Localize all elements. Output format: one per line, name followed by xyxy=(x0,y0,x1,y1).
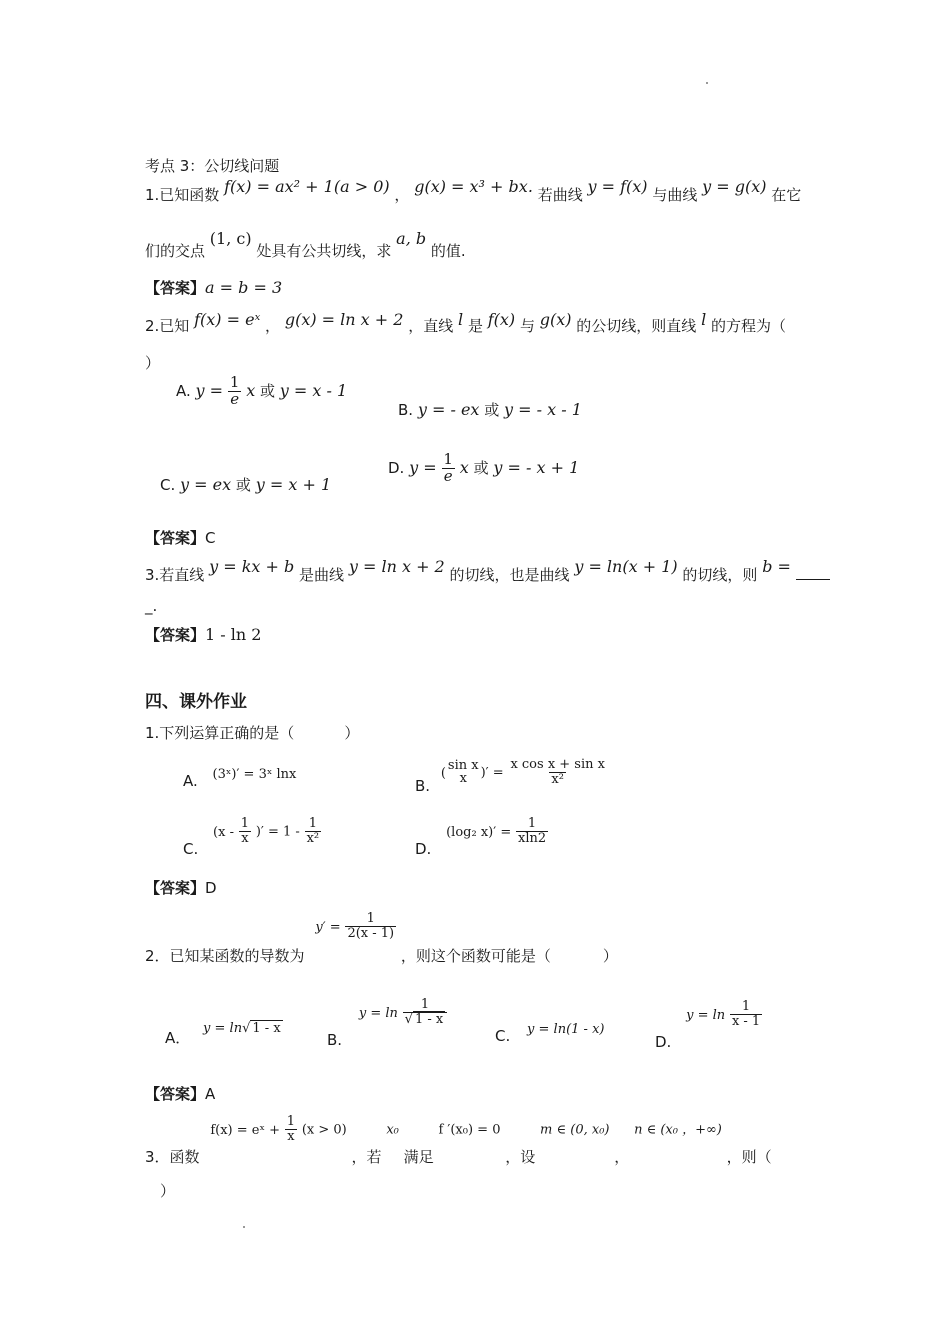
q2-pre: 2.已知 xyxy=(145,317,190,335)
q1-line2-pre: 们的交点 xyxy=(145,242,206,260)
q1-yf: y = f(x) xyxy=(587,177,648,196)
q2-gx: g(x) xyxy=(539,310,572,329)
q2-mid3: 与 xyxy=(519,317,535,335)
answer-label: 【答案】 xyxy=(145,1085,206,1103)
q1-comma: ， xyxy=(394,186,410,204)
q2-option-b xyxy=(398,399,582,420)
option-label: C. xyxy=(160,476,176,494)
section-title: 考点 3：公切线问题 xyxy=(145,157,280,175)
close-paren: ） xyxy=(602,946,618,965)
q1-tail: 在它 xyxy=(771,186,802,204)
q1-pre: 1.已知函数 xyxy=(145,186,220,204)
fraction: $\frac{1}{x - 1}$ xyxy=(731,999,761,1029)
fraction: $\frac{1}{√ 1 - x}$ xyxy=(403,998,448,1026)
option-label: B. xyxy=(327,1030,343,1049)
page-dot xyxy=(243,1226,245,1228)
q3-b: b = xyxy=(762,557,791,576)
answer-value: a = b = 3 xyxy=(205,278,283,297)
q2-l2: l xyxy=(701,310,707,329)
option-label: B. xyxy=(398,401,414,419)
q3-c1: y = ln x + 2 xyxy=(348,557,445,576)
stem-tail: ，则这个函数可能是（ xyxy=(400,946,551,965)
answer-label: 【答案】 xyxy=(145,529,206,547)
stem-text: 3．函数 xyxy=(145,1147,200,1166)
q3-line: y = kx + b xyxy=(209,557,295,576)
option-label: D. xyxy=(655,1032,672,1051)
or-text: 或 xyxy=(473,458,489,477)
section-title: 四、课外作业 xyxy=(145,692,247,712)
option-label: A． xyxy=(165,1029,191,1047)
expr: y = x + 1 xyxy=(255,475,332,494)
q1-ab: a, b xyxy=(396,229,427,248)
hw1-option-c: C. (x - $\frac{1}{x}$ )′ = 1 - $\frac{1}{\text{x²}}$ xyxy=(183,816,320,858)
answer-value: A xyxy=(205,1085,216,1103)
hw3-close: ） xyxy=(160,1182,176,1200)
stem-text: 1.下列运算正确的是（ xyxy=(145,724,295,742)
option-label: C. xyxy=(183,839,199,858)
q2-mid2: 是 xyxy=(467,317,483,335)
q3-mid: 是曲线 xyxy=(299,566,345,584)
q1-line2-mid: 处具有公共切线，求 xyxy=(256,242,392,260)
option-label: D. xyxy=(388,458,405,477)
stem-text: 2．已知某函数的导数为 xyxy=(145,946,305,965)
hw2-option-d: D. y = ln $\frac{1}{x - 1}$ xyxy=(655,999,761,1051)
expr: (3ˣ)′ = 3ˣ lnx xyxy=(212,767,297,782)
hw2-option-c xyxy=(495,1022,605,1045)
q2-mid: ，直线 xyxy=(408,317,454,335)
q1-line1 xyxy=(145,177,802,205)
option-label: B. xyxy=(415,776,431,795)
q2-line1 xyxy=(145,310,786,336)
q1-g-def: g(x) = x³ + bx. xyxy=(414,177,533,196)
answer-label: 【答案】 xyxy=(145,626,206,644)
q1-line2-tail: 的值. xyxy=(430,242,466,260)
answer-label: 【答案】 xyxy=(145,879,206,897)
fraction: $\frac{\text{x cos x + sin x}}{\text{x²}}$ xyxy=(510,757,605,787)
q2-option-a: A. y = $\frac{1}{e}$ x 或 y = x - 1 xyxy=(176,373,348,408)
q3-mid2: 的切线，也是曲线 xyxy=(449,566,570,584)
expr: y = ln(1 - x) xyxy=(527,1022,605,1037)
q3-mid3: 的切线，则 xyxy=(682,566,758,584)
q3-pre: 3.若直线 xyxy=(145,566,205,584)
q1-line2 xyxy=(145,229,466,261)
expr: y = - x + 1 xyxy=(493,457,580,477)
answer-value: C xyxy=(205,529,216,547)
q2-fx: f(x) xyxy=(487,310,516,329)
q1-yg: y = g(x) xyxy=(702,177,767,196)
hw2-stem: 2．已知某函数的导数为 y′ = $\frac{1}{2(x - 1)}$ ，则这个函数可能是（ ） xyxy=(145,911,618,965)
hw1-option-d: D. (log₂ x)′ = $\frac{1}{xln2}$ xyxy=(415,816,547,858)
fraction: $\frac{1}{2(x - 1)}$ xyxy=(347,911,395,941)
expr: y = ex xyxy=(180,475,232,494)
or-text: 或 xyxy=(484,401,500,419)
or-text: 或 xyxy=(260,381,276,400)
or-text: 或 xyxy=(235,476,251,494)
hw3-stem: 3．函数 f(x) = eˣ + $\frac{1}{x}$ (x > 0) ，若 x₀ 满足 f ′(x₀) = 0 ，设 m ∈ (0, x₀) ， n ∈ (x₀ ，+∞) ，则（ xyxy=(145,1114,772,1166)
close-paren: ） xyxy=(344,724,360,742)
hw1-answer xyxy=(145,877,217,898)
q2-f-def: f(x) = eˣ xyxy=(194,310,261,329)
hw1-stem xyxy=(145,722,359,743)
fraction: sin x x xyxy=(447,757,479,787)
hw1-option-b: B. ( sin x x )′ = $\frac{\text{x cos x + sin x}}{\text{x²}}$ xyxy=(415,757,605,795)
q2-answer xyxy=(145,527,216,548)
option-label: C. xyxy=(495,1027,511,1045)
hw1-option-a xyxy=(183,767,297,790)
radicand: 1 - x xyxy=(252,1021,281,1036)
q2-close: ） xyxy=(145,354,161,372)
q3-answer xyxy=(145,624,261,645)
q3-tail: _. xyxy=(145,597,158,615)
answer-value: 1 - ln 2 xyxy=(205,625,262,644)
q2-l: l xyxy=(458,310,464,329)
q1-mid2: 与曲线 xyxy=(652,186,698,204)
expr: y = x - 1 xyxy=(279,380,348,400)
fill-blank xyxy=(796,565,830,580)
q1-f-def: f(x) = ax² + 1(a > 0) xyxy=(224,177,390,196)
q2-comma: ， xyxy=(265,317,281,335)
q3-c2: y = ln(x + 1) xyxy=(574,557,678,576)
q2-option-d: D. y = $\frac{1}{e}$ x 或 y = - x + 1 xyxy=(388,450,580,485)
fraction: $\frac{1}{\text{x²}}$ xyxy=(306,816,320,846)
expr: y = - ex xyxy=(417,400,480,419)
q2-g-def: g(x) = ln x + 2 xyxy=(284,310,404,329)
hw2-answer xyxy=(145,1083,215,1104)
q1-mid: 若曲线 xyxy=(537,186,583,204)
hw2-option-a: A． y = ln√ 1 - x xyxy=(165,1021,281,1047)
hw2-option-b: B. y = ln $\frac{1}{√ 1 - x}$ xyxy=(327,998,447,1026)
option-label: D. xyxy=(415,839,432,858)
q1-answer xyxy=(145,277,282,298)
fraction: $\frac{1}{e}$ xyxy=(443,450,453,485)
fraction: $\frac{1}{x}$ xyxy=(240,816,250,846)
expr: y = - x - 1 xyxy=(504,400,582,419)
answer-label: 【答案】 xyxy=(145,279,206,297)
q3-line1 xyxy=(145,557,830,585)
q2-mid4: 的公切线，则直线 xyxy=(576,317,697,335)
fraction: $\frac{1}{e}$ xyxy=(229,373,240,408)
q1-point: (1, c) xyxy=(209,229,252,248)
q2-option-c xyxy=(160,474,331,495)
q2-tail: 的方程为（ xyxy=(710,317,786,335)
fraction: $\frac{1}{x}$ xyxy=(286,1114,296,1144)
fraction: $\frac{1}{xln2}$ xyxy=(518,816,547,846)
answer-value: D xyxy=(205,879,217,897)
page-dot xyxy=(706,82,708,84)
option-label: A. xyxy=(183,772,198,790)
option-label: A. xyxy=(176,381,191,400)
